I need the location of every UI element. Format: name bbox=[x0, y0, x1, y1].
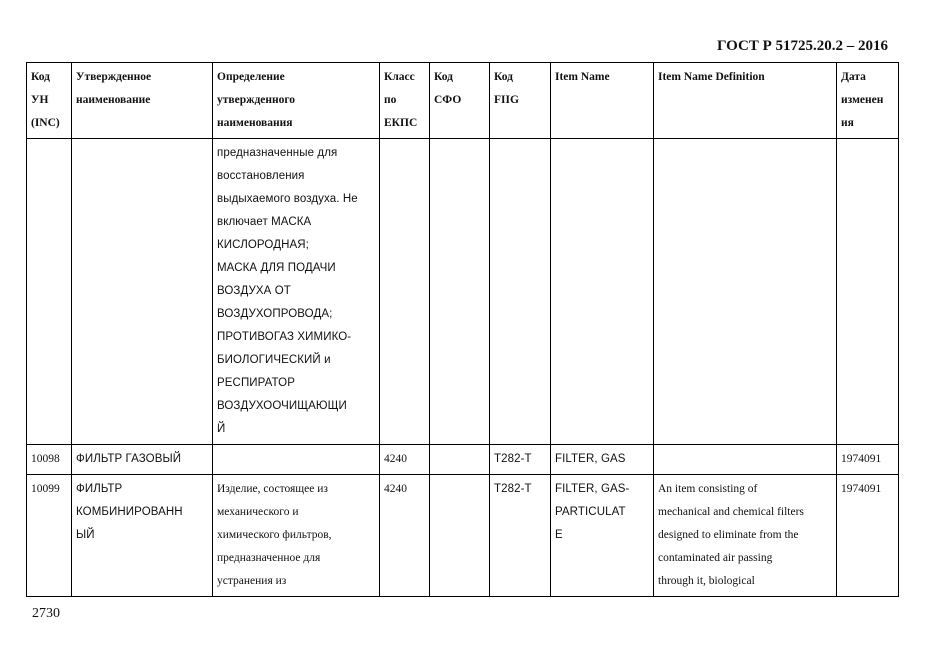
page-number: 2730 bbox=[32, 606, 60, 621]
column-header-date: Дата изменен ия bbox=[837, 63, 899, 139]
cell-fiig: T282-T bbox=[490, 475, 551, 597]
column-header-fiig: Код FIIG bbox=[490, 63, 551, 139]
catalog-table bbox=[26, 62, 899, 597]
column-header-class: Класс по ЕКПС bbox=[380, 63, 430, 139]
cell-fiig: T282-T bbox=[490, 445, 551, 475]
table-row bbox=[27, 475, 899, 597]
column-header-sfo: Код СФО bbox=[430, 63, 490, 139]
column-header-definition: Определение утвержденного наименования bbox=[213, 63, 380, 139]
cell-item-name bbox=[551, 139, 654, 445]
cell-sfo bbox=[430, 445, 490, 475]
cell-class: 4240 bbox=[380, 475, 430, 597]
column-header-approved-name: Утвержденное наименование bbox=[72, 63, 213, 139]
table-row bbox=[27, 139, 899, 445]
table-header-row bbox=[27, 63, 899, 139]
column-header-item-definition: Item Name Definition bbox=[654, 63, 837, 139]
cell-definition: Изделие, состоящее из механического и химического фильтров, предназначенное для устранения из bbox=[213, 475, 380, 597]
cell-item-name: FILTER, GAS- PARTICULAT E bbox=[551, 475, 654, 597]
cell-name bbox=[72, 139, 213, 445]
cell-definition: предназначенные для восстановления выдыхаемого воздуха. Не включает МАСКА КИСЛОРОДНАЯ; МАСКА ДЛЯ ПОДАЧИ ВОЗДУХА ОТ ВОЗДУХОПРОВОДА; ПРОТИВОГАЗ ХИМИКО- БИОЛОГИЧЕСКИЙ и РЕСПИРАТОР ВОЗДУХООЧИЩАЮЩИ Й bbox=[213, 139, 380, 445]
column-header-inc: Код УН (INC) bbox=[27, 63, 72, 139]
document-title: ГОСТ Р 51725.20.2 – 2016 bbox=[716, 38, 888, 54]
cell-sfo bbox=[430, 475, 490, 597]
cell-fiig bbox=[490, 139, 551, 445]
cell-name: ФИЛЬТР КОМБИНИРОВАНН ЫЙ bbox=[72, 475, 213, 597]
cell-item-definition: An item consisting of mechanical and chemical filters designed to eliminate from the contaminated air passing through it, biological bbox=[654, 475, 837, 597]
cell-inc: 10098 bbox=[27, 445, 72, 475]
cell-class bbox=[380, 139, 430, 445]
cell-definition bbox=[213, 445, 380, 475]
cell-item-definition bbox=[654, 139, 837, 445]
cell-item-definition bbox=[654, 445, 837, 475]
cell-date: 1974091 bbox=[837, 475, 899, 597]
cell-inc bbox=[27, 139, 72, 445]
cell-class: 4240 bbox=[380, 445, 430, 475]
cell-item-name: FILTER, GAS bbox=[551, 445, 654, 475]
cell-date: 1974091 bbox=[837, 445, 899, 475]
cell-sfo bbox=[430, 139, 490, 445]
column-header-item-name: Item Name bbox=[551, 63, 654, 139]
cell-name: ФИЛЬТР ГАЗОВЫЙ bbox=[72, 445, 213, 475]
cell-date bbox=[837, 139, 899, 445]
table-row bbox=[27, 445, 899, 475]
cell-inc: 10099 bbox=[27, 475, 72, 597]
